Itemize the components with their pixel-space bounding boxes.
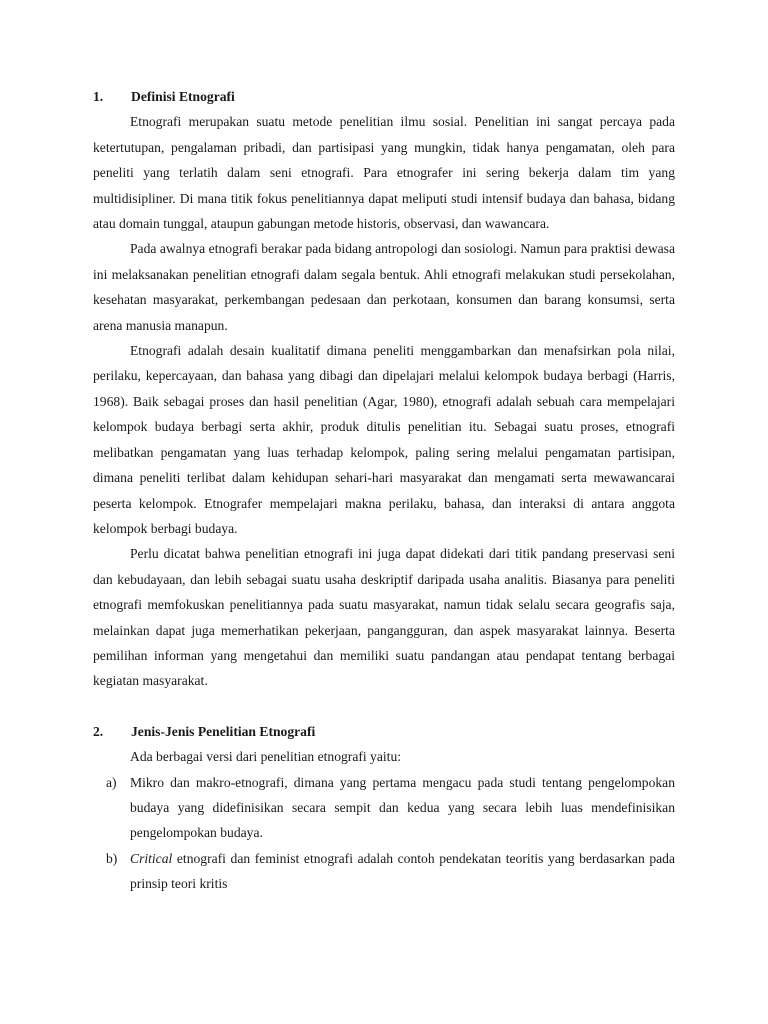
section-intro: Ada berbagai versi dari penelitian etnografi yaitu:	[130, 749, 402, 765]
list-item	[93, 770, 675, 846]
section-title: Jenis-Jenis Penelitian Etnografi	[131, 723, 316, 739]
list-item-lead: Critical	[130, 850, 173, 866]
paragraph: Etnografi adalah desain kualitatif dimana peneliti menggambarkan dan menafsirkan pola nilai, perilaku, kepercayaan, dan bahasa yang dibagi dan dipelajari melalui kelompok budaya berbagi (Harris, 1968). Baik sebagai proses dan hasil penelitian (Agar, 1980), etnografi adalah sebuah cara mempelajari kelompok budaya berbagi serta akhir, produk ditulis penelitian itu. Sebagai suatu proses, etnografi melibatkan pengamatan yang luas terhadap kelompok, paling sering melalui pengamatan partisipan, dimana peneliti terlibat dalam kehidupan sehari-hari masyarakat dan mengamati serta mewawancarai peserta kelompok. Etnografer mempelajari makna perilaku, bahasa, dan interaksi di antara anggota kelompok berbagi budaya.	[93, 343, 675, 536]
list-marker: b)	[106, 850, 118, 866]
list-item	[93, 846, 675, 897]
section-2-heading	[93, 719, 675, 744]
section-number: 1.	[93, 89, 104, 104]
list-item-text	[130, 846, 675, 897]
paragraph: Pada awalnya etnografi berakar pada bidang antropologi dan sosiologi. Namun para praktisi dewasa ini melaksanakan penelitian etnografi dalam segala bentuk. Ahli etnografi melakukan studi persekolahan, kesehatan masyarakat, perkembangan pedesaan dan perkotaan, konsumen dan barang konsumsi, serta arena manusia manapun.	[93, 241, 675, 333]
paragraph: Etnografi merupakan suatu metode penelitian ilmu sosial. Penelitian ini sangat percaya pada ketertutupan, pengalaman pribadi, dan partisipasi yang mungkin, tidak hanya pengamatan, oleh para peneliti yang terlatih dalam seni etnografi. Para etnografer ini sering bekerja dalam tim yang multidisipliner. Di mana titik fokus penelitiannya dapat meliputi studi intensif budaya dan bahasa, bidang atau domain tunggal, ataupun gabungan metode historis, observasi, dan wawancara.	[93, 114, 675, 232]
list-marker: a)	[106, 774, 117, 790]
document-body	[93, 84, 675, 897]
paragraph: Perlu dicatat bahwa penelitian etnografi ini juga dapat didekati dari titik pandang preservasi seni dan kebudayaan, dan lebih sebagai suatu usaha deskriptif daripada usaha analitis. Biasanya para peneliti etnografi memfokuskan penelitiannya pada suatu masyarakat, namun tidak selalu secara geografis saja, melainkan dapat juga memerhatikan pekerjaan, pangangguran, dan aspek masyarakat lainnya. Beserta pemilihan informan yang mengetahui dan memiliki suatu pandangan atau pendapat tentang berbagai kegiatan masyarakat.	[93, 546, 675, 689]
section-1-heading	[93, 84, 675, 109]
section-title: Definisi Etnografi	[131, 89, 235, 104]
list-item-text	[130, 770, 675, 846]
section-spacer	[93, 694, 675, 719]
section-number: 2.	[93, 723, 104, 739]
list-item-body: Mikro dan makro-etnografi, dimana yang pertama mengacu pada studi tentang pengelompokan budaya yang didefinisikan secara sempit dan kedua yang secara lebih luas mendefinisikan pengelompokan budaya.	[130, 774, 675, 841]
list-item-body: etnografi dan feminist etnografi adalah contoh pendekatan teoritis yang berdasarkan pada prinsip teori kritis	[130, 850, 675, 892]
